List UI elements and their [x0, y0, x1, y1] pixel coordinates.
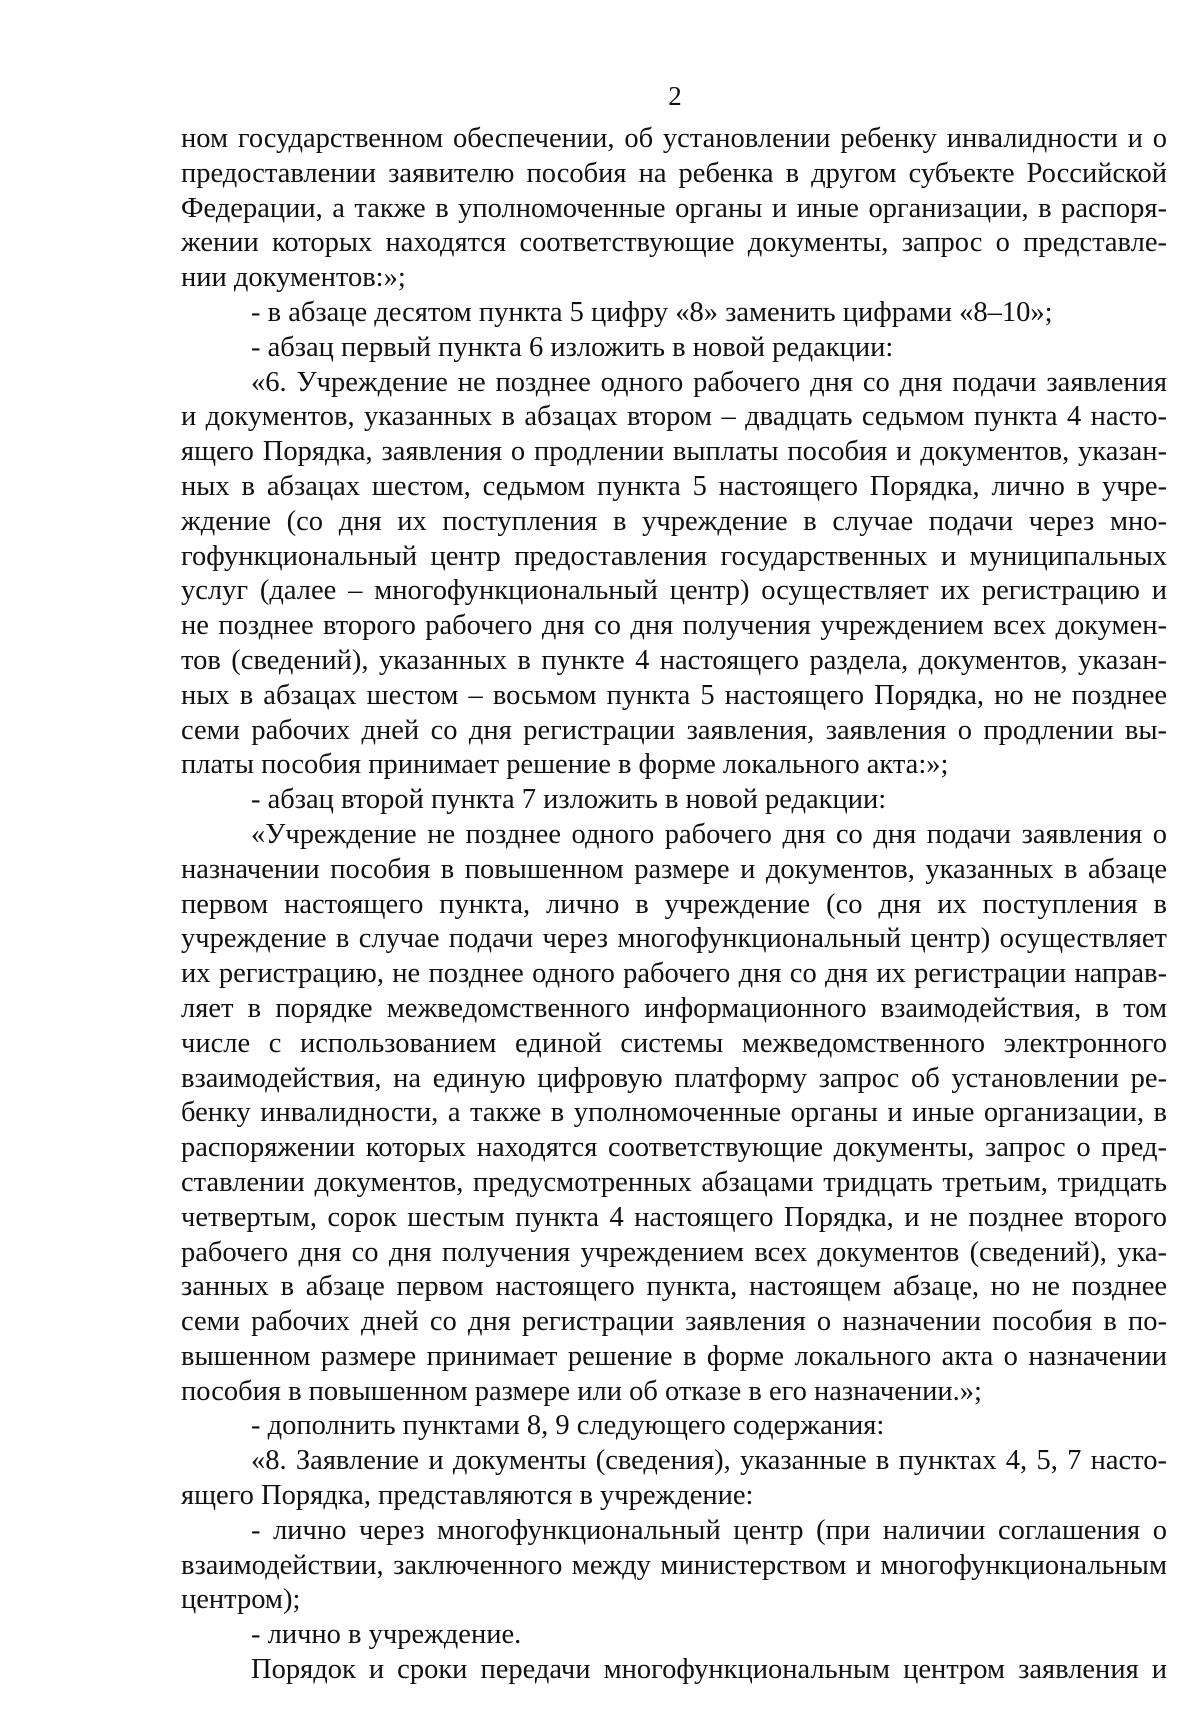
- text-line: центром);: [181, 1584, 301, 1616]
- text-line: Порядок и сроки передачи многофункциональным центром заявления и: [251, 1654, 1167, 1686]
- text-line: четвертым, сорок шестым пункта 4 настоящего Порядка, и не позднее второго: [181, 1201, 1167, 1233]
- text-line: «6. Учреждение не позднее одного рабочего дня со дня подачи заявления: [251, 366, 1167, 398]
- text-line: - абзац первый пункта 6 изложить в новой редакции:: [251, 331, 894, 363]
- text-line: ных в абзацах шестом – восьмом пункта 5 настоящего Порядка, но не позднее: [181, 679, 1167, 711]
- text-line: ляет в порядке межведомственного информационного взаимодействия, в том: [181, 992, 1167, 1024]
- text-line: бенку инвалидности, а также в уполномоченные органы и иные организации, в: [181, 1097, 1167, 1129]
- text-line: ждение (со дня их поступления в учреждение в случае подачи через мно-: [181, 505, 1167, 537]
- text-line: первом настоящего пункта, лично в учреждение (со дня их поступления в: [181, 888, 1167, 920]
- text-line: ных в абзацах шестом, седьмом пункта 5 настоящего Порядка, лично в учре-: [181, 470, 1167, 502]
- page-number: 2: [668, 81, 682, 111]
- text-line: «8. Заявление и документы (сведения), указанные в пунктах 4, 5, 7 насто-: [251, 1445, 1167, 1477]
- text-line: учреждение в случае подачи через многофункциональный центр) осуществляет: [181, 923, 1167, 955]
- text-line: числе с использованием единой системы межведомственного электронного: [181, 1027, 1167, 1059]
- text-line: - лично в учреждение.: [251, 1619, 522, 1651]
- text-line: вышенном размере принимает решение в форме локального акта о назначении: [181, 1340, 1167, 1372]
- text-line: - в абзаце десятом пункта 5 цифру «8» заменить цифрами «8–10»;: [251, 296, 1053, 328]
- text-line: семи рабочих дней со дня регистрации заявления, заявления о продлении вы-: [181, 714, 1167, 746]
- text-line: - абзац второй пункта 7 изложить в новой редакции:: [251, 784, 887, 816]
- text-line: распоряжении которых находятся соответствующие документы, запрос о пред-: [181, 1132, 1167, 1164]
- text-line: не позднее второго рабочего дня со дня получения учреждением всех докумен-: [181, 610, 1167, 642]
- text-line: занных в абзаце первом настоящего пункта, настоящем абзаце, но не позднее: [181, 1271, 1167, 1303]
- text-line: платы пособия принимает решение в форме локального акта:»;: [181, 749, 949, 781]
- text-line: - дополнить пунктами 8, 9 следующего содержания:: [251, 1410, 885, 1442]
- text-line: тов (сведений), указанных в пункте 4 настоящего раздела, документов, указан-: [181, 644, 1167, 676]
- text-line: - лично через многофункциональный центр (при наличии соглашения о: [251, 1514, 1167, 1546]
- text-line: гофункциональный центр предоставления государственных и муниципальных: [181, 540, 1167, 572]
- text-line: нии документов:»;: [181, 262, 406, 294]
- text-line: предоставлении заявителю пособия на ребенка в другом субъекте Российской: [181, 157, 1167, 189]
- text-line: ном государственном обеспечении, об установлении ребенку инвалидности и о: [181, 123, 1167, 154]
- text-line: взаимодействия, на единую цифровую платформу запрос об установлении ре-: [181, 1062, 1167, 1094]
- text-line: взаимодействии, заключенного между министерством и многофункциональным: [181, 1549, 1167, 1581]
- document-body: [181, 122, 1167, 1688]
- text-line: семи рабочих дней со дня регистрации заявления о назначении пособия в по-: [181, 1306, 1167, 1338]
- text-line: «Учреждение не позднее одного рабочего дня со дня подачи заявления о: [251, 818, 1167, 850]
- text-line: рабочего дня со дня получения учреждением всех документов (сведений), ука-: [181, 1236, 1167, 1268]
- text-line: ящего Порядка, представляются в учреждение:: [181, 1480, 754, 1512]
- text-line: Федерации, а также в уполномоченные органы и иные организации, в распоря-: [181, 192, 1167, 224]
- text-line: жении которых находятся соответствующие документы, запрос о представле-: [181, 227, 1167, 259]
- text-line: услуг (далее – многофункциональный центр) осуществляет их регистрацию и: [181, 575, 1167, 607]
- text-line: назначении пособия в повышенном размере и документов, указанных в абзаце: [181, 853, 1167, 885]
- text-line: ставлении документов, предусмотренных абзацами тридцать третьим, тридцать: [181, 1166, 1167, 1198]
- text-line: и документов, указанных в абзацах втором – двадцать седьмом пункта 4 насто-: [181, 401, 1167, 433]
- text-line: пособия в повышенном размере или об отказе в его назначении.»;: [181, 1375, 982, 1407]
- text-line: их регистрацию, не позднее одного рабочего дня со дня их регистрации направ-: [181, 958, 1167, 990]
- text-line: ящего Порядка, заявления о продлении выплаты пособия и документов, указан-: [181, 436, 1167, 468]
